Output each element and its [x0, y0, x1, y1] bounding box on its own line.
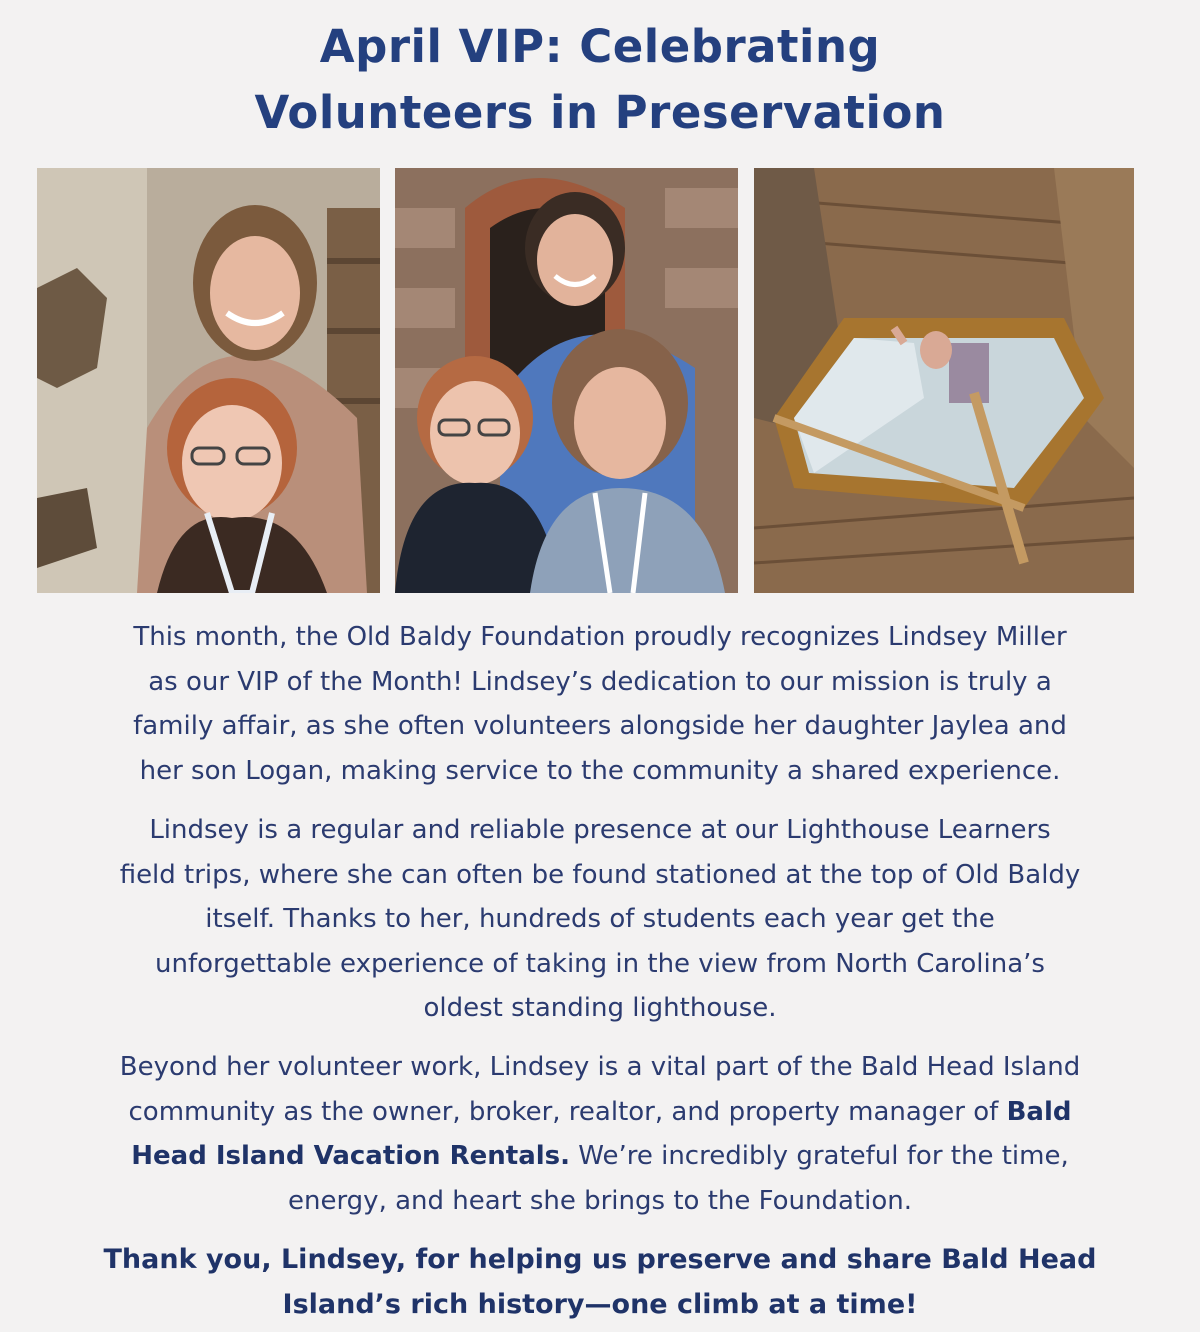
title-line-1: April VIP: Celebrating	[319, 20, 881, 73]
paragraph-line: field trips, where she can often be found stationed at the top of Old Baldy	[119, 859, 1081, 890]
paragraph-line: Beyond her volunteer work, Lindsey is a vital part of the Bald Head Island	[119, 1052, 1081, 1082]
paragraph-line: This month, the Old Baldy Foundation proudly recognizes Lindsey Miller	[133, 622, 1067, 652]
paragraph-lighthouse-learners	[28, 808, 1172, 1031]
paragraph-line: energy, and heart she brings to the Foundation.	[287, 1185, 913, 1216]
closing-line: Thank you, Lindsey, for helping us preserve and share Bald Head	[103, 1244, 1097, 1275]
photo-view-up-lighthouse-hatch	[754, 168, 1134, 593]
business-name-part-2: Head Island Vacation Rentals.	[131, 1141, 571, 1171]
paragraph-text: We’re incredibly grateful for the time,	[570, 1141, 1069, 1171]
paragraph-community-role	[28, 1045, 1172, 1223]
paragraph-line: her son Logan, making service to the community a shared experience.	[139, 755, 1061, 786]
paragraph-line: family affair, as she often volunteers alongside her daughter Jaylea and	[133, 711, 1067, 741]
title-line-2: Volunteers in Preservation	[254, 86, 946, 139]
paragraph-line: itself. Thanks to her, hundreds of students each year get the	[205, 904, 995, 934]
paragraph-line: Lindsey is a regular and reliable presence at our Lighthouse Learners	[149, 815, 1051, 845]
closing-line: Island’s rich history—one climb at a time!	[282, 1288, 918, 1320]
closing-thank-you	[28, 1238, 1172, 1327]
business-name-part-1: Bald	[1006, 1096, 1072, 1127]
paragraph-line: as our VIP of the Month! Lindsey’s dedication to our mission is truly a	[148, 666, 1052, 697]
paragraph-line: unforgettable experience of taking in the view from North Carolina’s	[155, 948, 1045, 979]
paragraph-line: oldest standing lighthouse.	[423, 993, 777, 1023]
paragraph-text: community as the owner, broker, realtor, and property manager of	[128, 1096, 1007, 1127]
photo-mother-daughter-selfie	[37, 168, 380, 593]
paragraph-line	[28, 1090, 1172, 1135]
paragraph-vip-intro	[28, 615, 1172, 793]
photo-family-selfie-at-doorway	[395, 168, 738, 593]
page-title	[0, 14, 1200, 146]
paragraph-line	[28, 1134, 1172, 1179]
